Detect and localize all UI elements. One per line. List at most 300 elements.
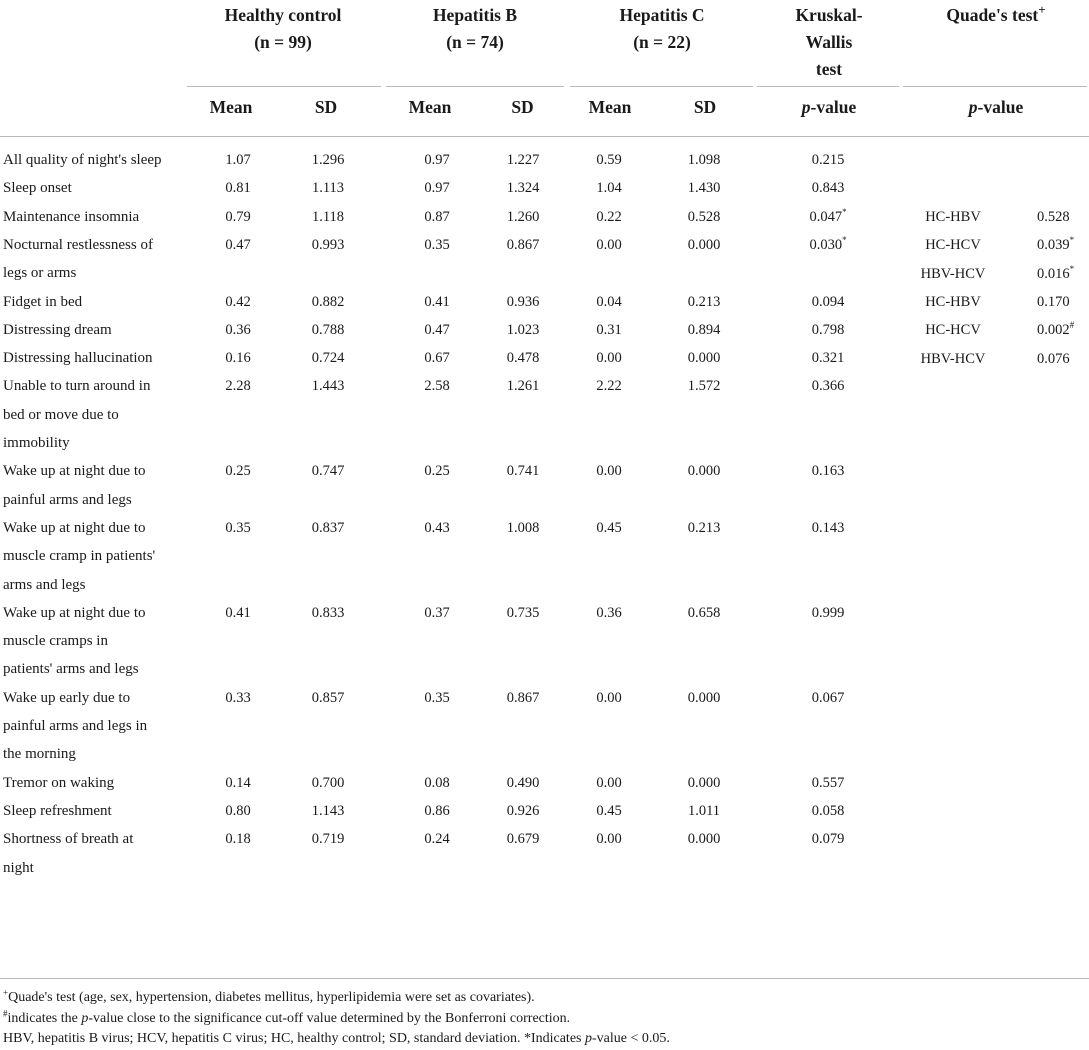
value-cell	[283, 372, 373, 400]
cell-value: 1.04	[596, 180, 622, 197]
header-bottom-rule	[0, 136, 1089, 137]
subheader-pvalue	[758, 97, 900, 118]
value-cell	[659, 316, 749, 344]
cell-value: 1.07	[225, 152, 251, 168]
subheader-quade-pvalue	[903, 97, 1089, 118]
cell-value: 0.999	[811, 604, 845, 621]
significance-mark: #	[1069, 320, 1075, 331]
group-name: Hepatitis B	[432, 5, 518, 25]
quade-pair: HBV-HCV	[920, 265, 986, 282]
cell-value: 0.143	[811, 519, 845, 536]
group-n: (n = 99)	[254, 32, 312, 52]
value-cell	[193, 174, 283, 202]
quade-pair: HC-HBV	[925, 209, 981, 225]
value-cell	[283, 231, 373, 259]
cell-value: 1.324	[506, 180, 540, 197]
value-cell	[193, 457, 283, 485]
cell-value: 0.00	[596, 689, 622, 706]
value-cell	[564, 174, 654, 202]
value-cell	[283, 316, 373, 344]
table-bottom-rule	[0, 978, 1089, 979]
group-rule	[570, 86, 753, 87]
kw-pvalue-cell	[783, 174, 873, 202]
value-cell	[564, 344, 654, 372]
cell-value: 0.87	[424, 208, 450, 225]
cell-value: 1.143	[311, 802, 345, 819]
cell-value: 0.788	[311, 321, 345, 338]
value-cell	[659, 231, 749, 259]
subheader-sd: SD	[314, 97, 338, 117]
kw-pvalue-cell	[783, 231, 873, 259]
cell-value: 0.528	[687, 208, 721, 225]
value-cell	[564, 316, 654, 344]
value-cell	[283, 203, 373, 231]
value-cell	[478, 372, 568, 400]
row-label: painful arms and legs in	[3, 718, 148, 734]
value-cell	[478, 769, 568, 797]
value-cell	[659, 174, 749, 202]
cell-value: 1.023	[506, 321, 540, 338]
value-cell	[478, 344, 568, 372]
value-cell	[193, 769, 283, 797]
cell-value: 0.030	[809, 236, 843, 253]
cell-value: 0.067	[811, 689, 845, 706]
pvalue-suffix: -value	[810, 97, 857, 117]
cell-value: 0.867	[506, 689, 540, 706]
quade-pvalue	[1037, 203, 1070, 231]
row-label: arms and legs	[3, 576, 86, 593]
subheader-sd: SD	[511, 97, 534, 117]
value-cell	[564, 514, 654, 542]
value-cell	[193, 203, 283, 231]
value-cell	[392, 344, 482, 372]
group-name: Healthy control	[224, 5, 342, 25]
significance-mark: *	[842, 206, 847, 217]
value-cell	[392, 146, 482, 174]
row-label: painful arms and legs	[3, 491, 132, 508]
row-label: night	[3, 859, 34, 876]
cell-value: 0.35	[225, 519, 251, 536]
value-cell	[564, 797, 654, 825]
cell-value: 0.798	[811, 321, 845, 338]
cell-value: 0.000	[687, 463, 721, 480]
value-cell	[564, 231, 654, 259]
cell-value: 0.04	[596, 293, 622, 310]
value-cell	[392, 599, 482, 627]
cell-value: 0.490	[506, 774, 540, 791]
cell-value: 0.700	[311, 774, 345, 791]
cell-value: 0.079	[811, 831, 845, 848]
cell-value: 0.25	[225, 463, 251, 480]
row-label: muscle cramp in patients'	[3, 548, 156, 565]
cell-value: 0.47	[424, 321, 450, 338]
cell-value: 0.002	[1037, 322, 1070, 339]
cell-value: 0.882	[311, 293, 345, 310]
quade-mark: +	[1038, 2, 1046, 18]
cell-value: 0.993	[311, 236, 345, 253]
p-italic: p	[584, 1031, 592, 1046]
row-label: Wake up at night due to	[3, 604, 146, 621]
cell-value: 0.35	[424, 236, 450, 253]
kw-pvalue-cell	[783, 514, 873, 542]
cell-value: 0.000	[687, 831, 721, 848]
cell-value: 0.42	[225, 293, 251, 310]
cell-value: 0.039	[1037, 237, 1070, 254]
p-italic: p	[81, 1011, 89, 1026]
value-cell	[283, 514, 373, 542]
value-cell	[283, 457, 373, 485]
value-cell	[478, 797, 568, 825]
row-label: Sleep onset	[3, 180, 72, 197]
kw-pvalue-cell	[783, 769, 873, 797]
footnote-bonferroni	[3, 1009, 570, 1029]
value-cell	[478, 146, 568, 174]
value-cell	[564, 372, 654, 400]
kw-pvalue-cell	[783, 457, 873, 485]
subheader-mean: Mean	[588, 97, 632, 117]
footnote-text: -value close to the significance cut-off value determined by the Bonferroni correction.	[88, 1011, 571, 1026]
row-label: the morning	[3, 746, 76, 763]
value-cell	[283, 344, 373, 372]
cell-value: 0.016	[1037, 265, 1070, 282]
value-cell	[478, 684, 568, 712]
value-cell	[193, 344, 283, 372]
value-cell	[478, 825, 568, 853]
significance-mark: *	[1069, 235, 1075, 246]
cell-value: 1.118	[311, 208, 345, 225]
cell-value: 1.572	[687, 378, 721, 395]
kw-pvalue-cell	[783, 344, 873, 372]
value-cell	[659, 288, 749, 316]
cell-value: 1.098	[687, 152, 721, 168]
row-label: Maintenance insomnia	[3, 208, 140, 225]
p-italic: p	[801, 97, 811, 117]
value-cell	[193, 288, 283, 316]
kw-line-3: test	[815, 59, 843, 79]
cell-value: 0.000	[687, 689, 721, 706]
value-cell	[392, 684, 482, 712]
header-hepatitis-c	[570, 2, 754, 56]
quade-pvalue	[1037, 316, 1074, 344]
cell-value: 0.833	[311, 604, 345, 621]
value-cell	[478, 514, 568, 542]
kw-pvalue-cell	[783, 825, 873, 853]
cell-value: 0.86	[424, 802, 450, 819]
cell-value: 0.213	[687, 293, 721, 310]
subheader-mean: Mean	[209, 97, 253, 117]
cell-value: 0.33	[225, 689, 251, 706]
value-cell	[478, 316, 568, 344]
value-cell	[283, 797, 373, 825]
cell-value: 1.227	[506, 152, 540, 168]
kw-pvalue-cell	[783, 316, 873, 344]
cell-value: 0.08	[424, 774, 450, 791]
cell-value: 0.000	[687, 774, 721, 791]
kw-pvalue-cell	[783, 372, 873, 400]
cell-value: 0.747	[311, 463, 345, 480]
footnote-text: Quade's test (age, sex, hypertension, diabetes mellitus, hyperlipidemia were set as covariates).	[8, 990, 535, 1005]
value-cell	[564, 599, 654, 627]
cell-value: 0.22	[596, 208, 622, 225]
cell-value: 0.724	[311, 350, 345, 367]
row-label: Sleep refreshment	[3, 802, 112, 819]
cell-value: 0.679	[506, 831, 540, 848]
cell-value: 0.058	[811, 802, 845, 819]
kw-pvalue-cell	[783, 146, 873, 174]
value-cell	[193, 797, 283, 825]
cell-value: 0.00	[596, 774, 622, 791]
cell-value: 1.011	[687, 802, 721, 819]
cell-value: 0.00	[596, 236, 622, 253]
cell-value: 0.31	[596, 321, 622, 338]
value-cell	[478, 288, 568, 316]
value-cell	[392, 457, 482, 485]
value-cell	[392, 288, 482, 316]
cell-value: 0.047	[809, 208, 843, 225]
row-label: muscle cramps in	[3, 633, 108, 650]
value-cell	[659, 684, 749, 712]
value-cell	[478, 231, 568, 259]
cell-value: 0.79	[225, 208, 251, 225]
row-label: bed or move due to	[3, 406, 119, 423]
row-label: Wake up at night due to	[3, 463, 146, 480]
cell-value: 0.163	[811, 463, 845, 480]
group-n: (n = 74)	[446, 32, 504, 52]
value-cell	[392, 514, 482, 542]
cell-value: 0.16	[225, 350, 251, 367]
value-cell	[283, 174, 373, 202]
row-label: Unable to turn around in	[3, 378, 151, 395]
row-label: legs or arms	[3, 265, 77, 282]
value-cell	[659, 372, 749, 400]
value-cell	[659, 457, 749, 485]
value-cell	[564, 146, 654, 174]
value-cell	[659, 825, 749, 853]
value-cell	[392, 203, 482, 231]
value-cell	[193, 146, 283, 174]
cell-value: 1.260	[506, 208, 540, 225]
header-kruskal-wallis	[758, 2, 900, 83]
cell-value: 2.28	[225, 378, 251, 395]
cell-value: 0.00	[596, 831, 622, 848]
cell-value: 0.36	[596, 604, 622, 621]
value-cell	[392, 769, 482, 797]
row-label: Wake up early due to	[3, 689, 131, 706]
cell-value: 1.296	[311, 152, 345, 168]
value-cell	[659, 203, 749, 231]
cell-value: 0.366	[811, 378, 845, 395]
value-cell	[564, 769, 654, 797]
row-label: Shortness of breath at	[3, 831, 134, 848]
cell-value: 0.894	[687, 321, 721, 338]
row-label: All quality of night's sleep	[3, 152, 162, 168]
value-cell	[659, 344, 749, 372]
value-cell	[659, 797, 749, 825]
group-rule	[187, 86, 381, 87]
value-cell	[564, 457, 654, 485]
cell-value: 0.557	[811, 774, 845, 791]
kw-pvalue-cell	[783, 288, 873, 316]
cell-value: 0.867	[506, 236, 540, 253]
quade-pvalue	[1037, 345, 1070, 373]
cell-value: 0.81	[225, 180, 251, 197]
footnote-mark: +	[3, 987, 9, 998]
row-label: Nocturnal restlessness of	[3, 236, 153, 253]
cell-value: 0.97	[424, 180, 450, 197]
cell-value: 0.837	[311, 519, 345, 536]
quade-pair: HC-HCV	[925, 237, 981, 254]
cell-value: 2.22	[596, 378, 622, 395]
cell-value: 1.430	[687, 180, 721, 197]
cell-value: 0.67	[424, 350, 450, 367]
value-cell	[392, 797, 482, 825]
value-cell	[564, 684, 654, 712]
value-cell	[193, 231, 283, 259]
footnote-text: -value < 0.05.	[591, 1031, 670, 1046]
cell-value: 0.926	[506, 802, 540, 819]
cell-value: 0.857	[311, 689, 345, 706]
cell-value: 0.719	[311, 831, 345, 848]
value-cell	[659, 146, 749, 174]
cell-value: 0.37	[424, 604, 450, 621]
p-italic: p	[968, 97, 978, 117]
value-cell	[659, 769, 749, 797]
cell-value: 0.843	[811, 180, 845, 197]
value-cell	[283, 146, 373, 174]
cell-value: 0.47	[225, 236, 251, 253]
cell-value: 0.18	[225, 831, 251, 848]
kw-line-1: Kruskal-	[795, 5, 863, 25]
value-cell	[283, 684, 373, 712]
value-cell	[659, 599, 749, 627]
footnote-text: HBV, hepatitis B virus; HCV, hepatitis C virus; HC, healthy control; SD, standard deviation. *Indicates	[3, 1031, 585, 1046]
value-cell	[392, 372, 482, 400]
cell-value: 0.00	[596, 463, 622, 480]
row-label: immobility	[3, 435, 70, 451]
cell-value: 0.45	[596, 519, 622, 536]
value-cell	[193, 684, 283, 712]
value-cell	[193, 514, 283, 542]
cell-value: 0.00	[596, 350, 622, 367]
cell-value: 0.41	[225, 604, 251, 621]
cell-value: 1.443	[311, 378, 345, 395]
value-cell	[564, 203, 654, 231]
value-cell	[283, 599, 373, 627]
value-cell	[392, 825, 482, 853]
cell-value: 0.41	[424, 293, 450, 310]
cell-value: 0.170	[1037, 293, 1070, 310]
header-hepatitis-b	[385, 2, 565, 56]
cell-value: 0.321	[811, 350, 845, 367]
group-rule	[386, 86, 564, 87]
cell-value: 0.43	[424, 519, 450, 536]
cell-value: 1.008	[506, 519, 540, 536]
cell-value: 0.000	[687, 350, 721, 367]
cell-value: 0.000	[687, 236, 721, 253]
cell-value: 0.35	[424, 689, 450, 706]
subheader-sd: SD	[693, 97, 717, 117]
kw-pvalue-cell	[783, 203, 873, 231]
value-cell	[283, 288, 373, 316]
value-cell	[193, 599, 283, 627]
cell-value: 0.094	[811, 293, 845, 310]
row-label: Distressing hallucination	[3, 350, 153, 367]
cell-value: 0.215	[811, 152, 845, 168]
cell-value: 0.59	[596, 152, 622, 168]
cell-value: 0.658	[687, 604, 721, 621]
value-cell	[193, 825, 283, 853]
footnote-abbreviations	[3, 1029, 670, 1049]
value-cell	[478, 457, 568, 485]
cell-value: 0.45	[596, 802, 622, 819]
kw-pvalue-cell	[783, 599, 873, 627]
header-healthy-control	[185, 2, 381, 56]
subheader-mean: Mean	[408, 97, 452, 117]
value-cell	[564, 288, 654, 316]
significance-mark: *	[842, 235, 847, 246]
row-label: Tremor on waking	[3, 774, 115, 791]
group-rule	[903, 86, 1087, 87]
cell-value: 0.24	[424, 831, 450, 848]
kw-pvalue-cell	[783, 797, 873, 825]
group-name: Hepatitis C	[619, 5, 705, 25]
quade-pair: HC-HBV	[925, 293, 981, 310]
value-cell	[392, 316, 482, 344]
footnote-quade	[3, 988, 535, 1008]
value-cell	[478, 174, 568, 202]
kw-pvalue-cell	[783, 684, 873, 712]
kw-line-2: Wallis	[805, 32, 853, 52]
quade-pair: HBV-HCV	[920, 350, 986, 367]
cell-value: 1.261	[506, 378, 540, 395]
cell-value: 0.25	[424, 463, 450, 480]
value-cell	[478, 203, 568, 231]
quade-pvalue	[1037, 260, 1074, 288]
value-cell	[392, 174, 482, 202]
value-cell	[478, 599, 568, 627]
row-label: Wake up at night due to	[3, 519, 146, 536]
group-n: (n = 22)	[633, 32, 691, 52]
cell-value: 0.213	[687, 519, 721, 536]
pvalue-suffix: -value	[977, 97, 1024, 117]
value-cell	[283, 769, 373, 797]
quade-pvalue	[1037, 231, 1074, 259]
group-rule	[757, 86, 899, 87]
quade-title: Quade's test	[946, 5, 1039, 25]
cell-value: 2.58	[424, 378, 450, 395]
cell-value: 0.14	[225, 774, 251, 791]
header-quade-test	[903, 2, 1089, 29]
cell-value: 0.936	[506, 293, 540, 310]
row-label: patients' arms and legs	[3, 661, 139, 678]
value-cell	[564, 825, 654, 853]
quade-pair: HC-HCV	[925, 322, 981, 339]
row-label: Fidget in bed	[3, 293, 83, 310]
value-cell	[193, 316, 283, 344]
footnote-mark: #	[3, 1008, 8, 1019]
cell-value: 0.80	[225, 802, 251, 819]
cell-value: 0.97	[424, 152, 450, 168]
quade-pvalue	[1037, 288, 1070, 316]
cell-value: 0.36	[225, 321, 251, 338]
cell-value: 0.076	[1037, 350, 1070, 367]
value-cell	[193, 372, 283, 400]
row-label: Distressing dream	[3, 321, 112, 338]
cell-value: 0.741	[506, 463, 540, 480]
value-cell	[283, 825, 373, 853]
value-cell	[392, 231, 482, 259]
value-cell	[659, 514, 749, 542]
